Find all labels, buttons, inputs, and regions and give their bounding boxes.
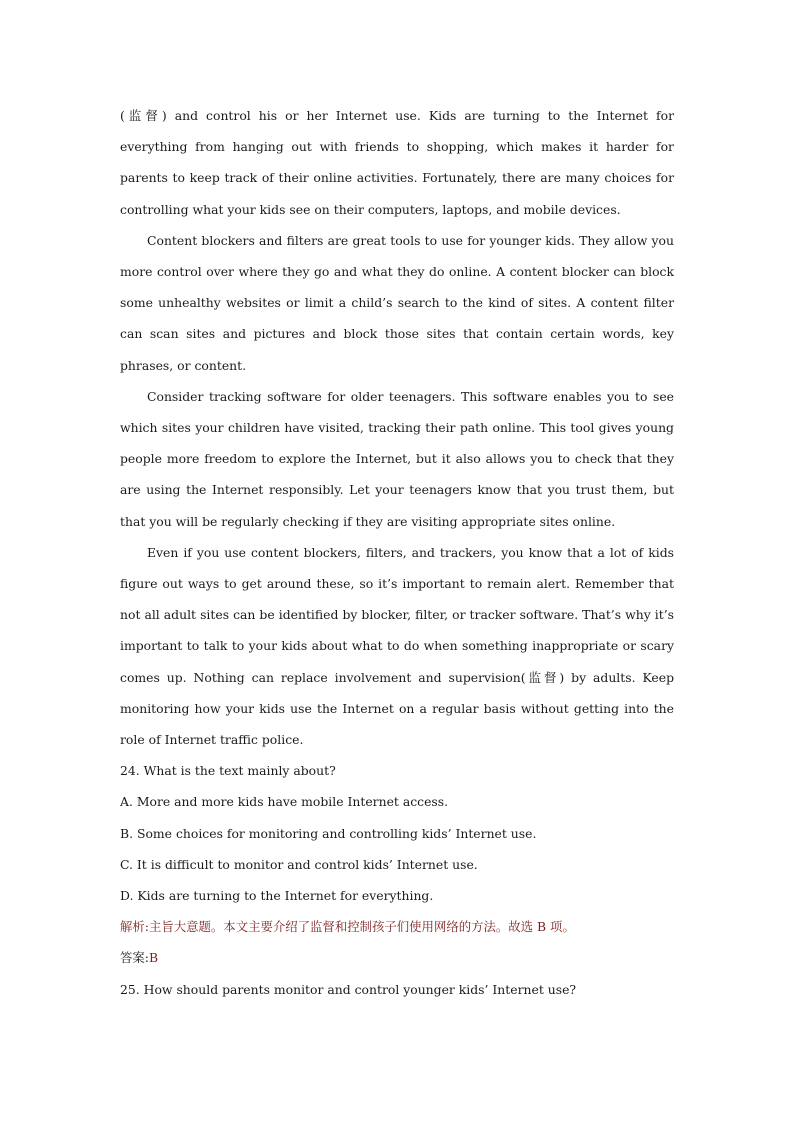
passage-paragraph-2: Content blockers and filters are great tools to use for younger kids. They allow you more control over where they go and what they do online. A content blocker can block some unhealthy websites or limit a child’s search to the kind of sites. A content filter can scan sites and pictures and block those sites that contain certain words, key phrases, or content. <box>120 232 674 373</box>
document-page <box>120 100 674 1005</box>
passage-paragraph-1: (监督) and control his or her Internet use. Kids are turning to the Internet for everything from hanging out with friends to shopping, which makes it harder for parents to keep track of their online activities. Fortunately, there are many choices for controlling what your kids see on their computers, laptops, and mobile devices. <box>120 108 674 217</box>
passage-paragraph-4: Even if you use content blockers, filters, and trackers, you know that a lot of kids figure out ways to get around these, so it’s important to remain alert. Remember that not all adult sites can be identified by blocker, filter, or tracker software. That’s why it’s important to talk to your kids about what to do when something inappropriate or scary comes up. Nothing can replace involvement and supervision(监督) by adults. Keep monitoring how your kids use the Internet on a regular basis without getting into the role of Internet traffic police. <box>120 544 674 748</box>
question-24-option-d: D. Kids are turning to the Internet for everything. <box>120 888 434 904</box>
question-24-option-a: A. More and more kids have mobile Internet access. <box>120 794 449 810</box>
question-24-answer <box>120 942 674 973</box>
question-24-option-b: B. Some choices for monitoring and controlling kids’ Internet use. <box>120 825 537 841</box>
question-24-analysis: 解析:主旨大意题。本文主要介绍了监督和控制孩子们使用网络的方法。故选 B 项。 <box>120 919 575 935</box>
question-24: 24. What is the text mainly about? <box>120 763 336 779</box>
answer-label: 答案: <box>120 950 149 966</box>
question-25: 25. How should parents monitor and control younger kids’ Internet use? <box>120 981 577 997</box>
passage-paragraph-3: Consider tracking software for older teenagers. This software enables you to see which sites your children have visited, tracking their path online. This tool gives young people more freedom to explore the Internet, but it also allows you to check that they are using the Internet responsibly. Let your teenagers know that you trust them, but that you will be regularly checking if they are visiting appropriate sites online. <box>120 388 674 529</box>
question-24-option-c: C. It is difficult to monitor and control kids’ Internet use. <box>120 856 478 872</box>
answer-value: B <box>148 950 159 966</box>
